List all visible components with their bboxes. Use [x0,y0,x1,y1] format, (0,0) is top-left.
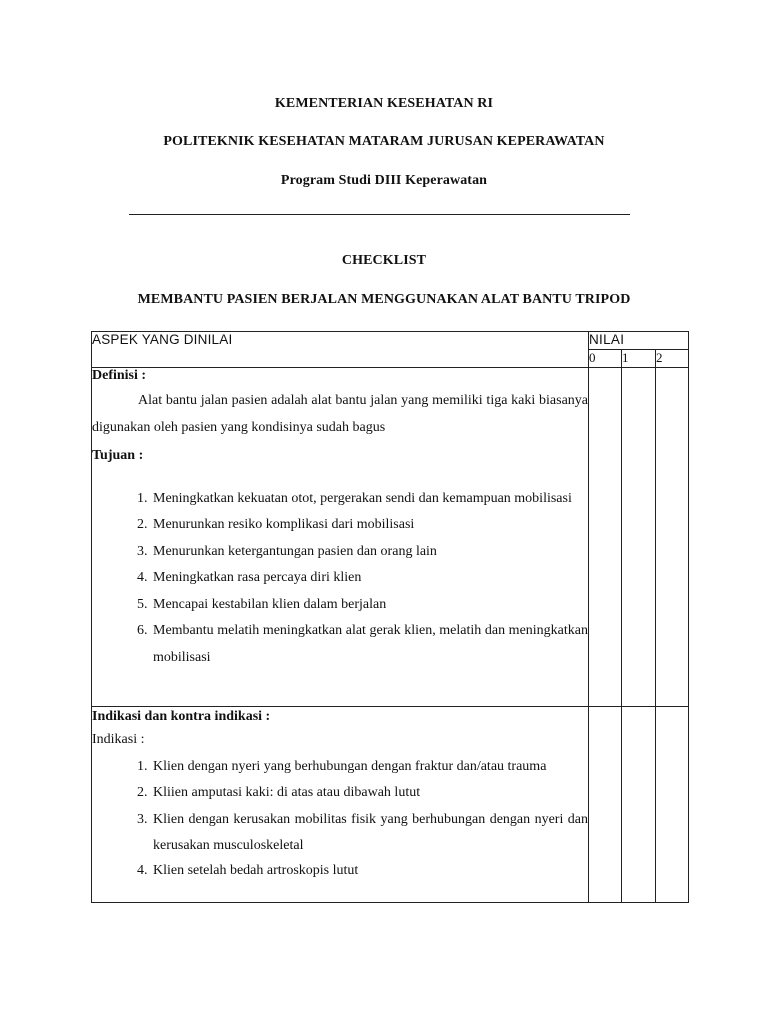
list-item: 4. Meningkatkan rasa percaya diri klien [137,570,362,585]
score-header-2: 2 [656,350,689,368]
score-cell-1[interactable] [622,368,656,707]
list-item: 1. Klien dengan nyeri yang berhubungan dengan fraktur dan/atau trauma [137,758,547,774]
list-item: 4. Klien setelah bedah artroskopis lutut [137,862,359,878]
aspek-cell-indikasi [92,707,589,903]
score-header-1: 1 [622,350,656,368]
table-row-indikasi [92,707,689,903]
definisi-text: Alat bantu jalan pasien adalah alat bantu jalan yang memiliki tiga kaki biasanya digunakan oleh pasien yang kondisinya sudah bagus [92,393,588,435]
aspek-cell-definisi-tujuan [92,368,589,707]
list-item: 5. Mencapai kestabilan klien dalam berjalan [137,596,387,612]
table-row-definisi-tujuan [92,368,689,707]
list-item: 3. Klien dengan kerusakan mobilitas fisik yang berhubungan dengan nyeri dan kerusakan musculoskeletal [137,811,588,853]
indikasi-list [92,754,588,882]
ministry-heading: KEMENTERIAN KESEHATAN RI [274,96,494,111]
aspek-column-header: ASPEK YANG DINILAI [92,332,589,368]
list-item: 6. Membantu melatih meningkatkan alat gerak klien, melatih dan meningkatkan mobilisasi [137,623,588,665]
table-header-row [92,332,689,350]
definisi-label: Definisi : [92,368,147,383]
institution-heading: POLITEKNIK KESEHATAN MATARAM JURUSAN KEPERAWATAN [163,134,605,149]
checklist-table [91,331,689,903]
score-cell-0[interactable] [589,368,622,707]
list-item: 3. Menurunkan ketergantungan pasien dan orang lain [137,543,437,559]
indikasi-label: Indikasi : [92,732,145,747]
list-item: 2. Menurunkan resiko komplikasi dari mobilisasi [137,517,415,532]
score-cell-2[interactable] [656,707,689,903]
score-cell-2[interactable] [656,368,689,707]
document-title: CHECKLIST [341,253,427,268]
program-heading: Program Studi DIII Keperawatan [280,173,488,188]
nilai-column-header: NILAI [589,332,689,350]
indikasi-section-title: Indikasi dan kontra indikasi : [92,709,271,724]
header-divider [129,214,630,215]
tujuan-list [92,486,588,672]
score-cell-0[interactable] [589,707,622,903]
document-subtitle: MEMBANTU PASIEN BERJALAN MENGGUNAKAN ALAT BANTU TRIPOD [137,292,631,307]
score-header-0: 0 [589,350,622,368]
list-item: 1. Meningkatkan kekuatan otot, pergerakan sendi dan kemampuan mobilisasi [137,490,572,506]
list-item: 2. Kliien amputasi kaki: di atas atau dibawah lutut [137,785,421,800]
tujuan-label: Tujuan : [92,448,144,463]
score-cell-1[interactable] [622,707,656,903]
